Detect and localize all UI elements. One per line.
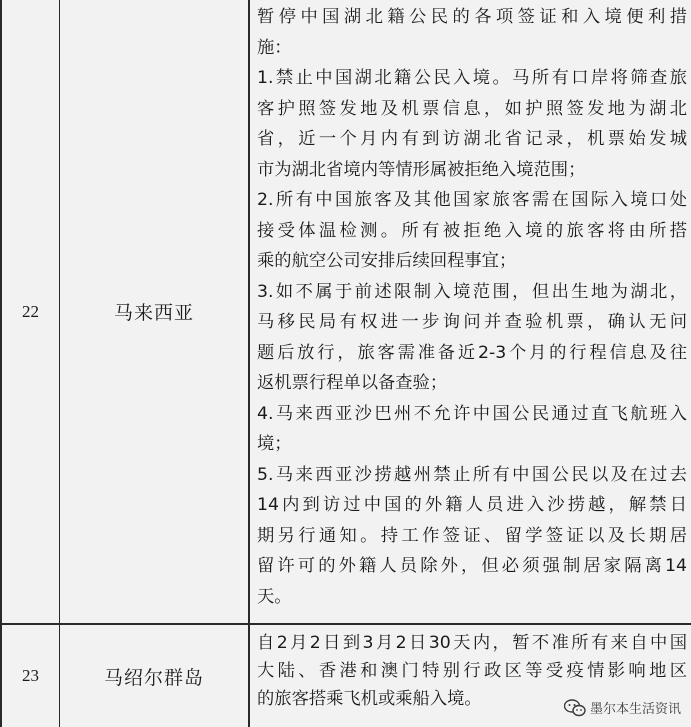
- detail-line: 14内到访过中国的外籍人员进入沙捞越，解禁日: [257, 495, 687, 515]
- detail-line: 大陆、香港和澳门特别行政区等受疫情影响地区: [257, 661, 687, 681]
- policy-detail: [250, 0, 691, 623]
- detail-line: 题后放行，旅客需准备近2-3个月的行程信息及往: [257, 342, 687, 363]
- detail-line: 马移民局有权进一步询问并查验机票，确认无问: [257, 312, 687, 332]
- watermark-text: 墨尔本生活资讯: [589, 702, 681, 717]
- watermark: [564, 698, 681, 717]
- wechat-icon: [564, 699, 586, 717]
- detail-line: 2.所有中国旅客及其他国家旅客需在国际入境口处: [257, 190, 687, 210]
- detail-line: 5.马来西亚沙捞越州禁止所有中国公民以及在过去: [257, 464, 687, 485]
- detail-line: 自2月2日到3月2日30天内，暂不准所有来自中国: [257, 633, 687, 653]
- detail-line: 天。: [257, 586, 292, 607]
- detail-line: 1.禁止中国湖北籍公民入境。马所有口岸将筛查旅: [257, 68, 687, 88]
- country-name: 马来西亚: [60, 0, 250, 623]
- country-name: 马绍尔群岛: [60, 625, 250, 727]
- detail-line: 境；: [257, 434, 292, 454]
- detail-line: 暂停中国湖北籍公民的各项签证和入境便利措: [257, 7, 687, 27]
- detail-line: 4.马来西亚沙巴州不允许中国公民通过直飞航班入: [257, 403, 687, 424]
- detail-line: 乘的航空公司安排后续回程事宜；: [257, 251, 517, 271]
- detail-line: 期另行通知。持工作签证、留学签证以及长期居: [257, 525, 687, 546]
- detail-line: 留许可的外籍人员除外，但必须强制居家隔离14: [257, 556, 687, 576]
- detail-line: 3.如不属于前述限制入境范围，但出生地为湖北，: [257, 281, 687, 302]
- detail-line: 的旅客搭乘飞机或乘船入境。: [257, 689, 482, 709]
- detail-line: 施：: [257, 37, 292, 58]
- table-row: [2, 0, 691, 625]
- detail-line: 接受体温检测。所有被拒绝入境的旅客将由所搭: [257, 220, 687, 241]
- row-number: 23: [2, 625, 60, 727]
- row-number: 22: [2, 0, 60, 623]
- detail-line: 返机票行程单以备查验；: [257, 373, 448, 393]
- detail-line: 客护照签发地及机票信息，如护照签发地为湖北: [257, 98, 687, 119]
- detail-line: 市为湖北省境内等情形属被拒绝入境范围；: [257, 159, 586, 180]
- detail-line: 省，近一个月内有到访湖北省记录，机票始发城: [257, 129, 687, 149]
